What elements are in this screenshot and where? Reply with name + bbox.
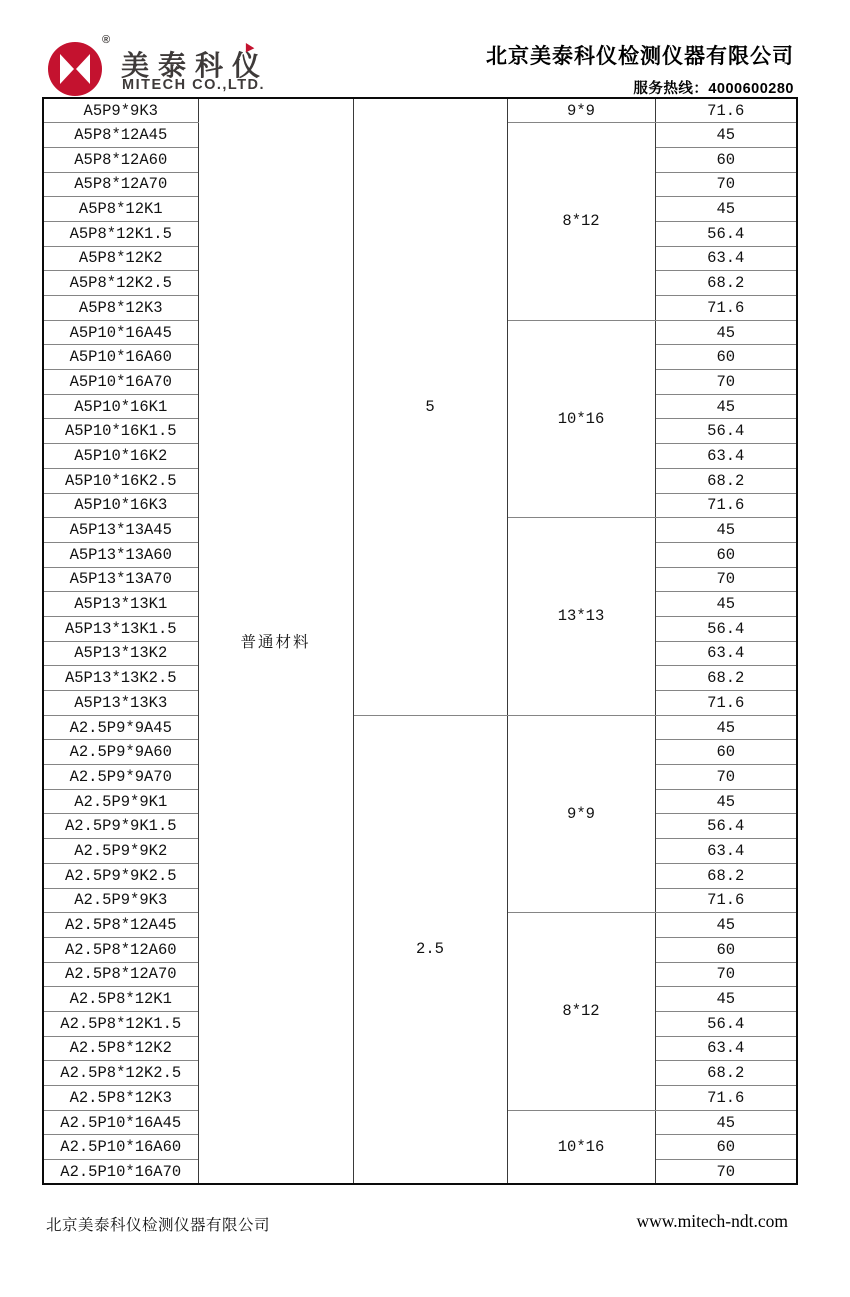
model-cell: A5P8*12K2 <box>43 246 198 271</box>
value-cell: 45 <box>655 715 797 740</box>
value-cell: 45 <box>655 592 797 617</box>
value-cell: 70 <box>655 370 797 395</box>
probe-spec-table <box>42 97 798 1185</box>
model-cell: A2.5P9*9K2.5 <box>43 863 198 888</box>
value-cell: 60 <box>655 937 797 962</box>
value-cell: 70 <box>655 1160 797 1185</box>
model-cell: A5P13*13K2.5 <box>43 666 198 691</box>
value-cell: 63.4 <box>655 444 797 469</box>
value-cell: 45 <box>655 913 797 938</box>
chip-size-cell: 10*16 <box>507 320 655 518</box>
value-cell: 68.2 <box>655 1061 797 1086</box>
registered-trademark-icon: ® <box>102 34 111 46</box>
value-cell: 71.6 <box>655 888 797 913</box>
value-cell: 60 <box>655 740 797 765</box>
model-cell: A2.5P8*12K1 <box>43 987 198 1012</box>
material-cell: 普通材料 <box>198 98 353 1184</box>
value-cell: 63.4 <box>655 839 797 864</box>
value-cell: 71.6 <box>655 493 797 518</box>
footer-website: www.mitech-ndt.com <box>636 1211 788 1231</box>
model-cell: A2.5P9*9A60 <box>43 740 198 765</box>
value-cell: 70 <box>655 172 797 197</box>
model-cell: A2.5P8*12A45 <box>43 913 198 938</box>
model-cell: A5P13*13A45 <box>43 518 198 543</box>
model-cell: A2.5P10*16A60 <box>43 1135 198 1160</box>
model-cell: A2.5P10*16A45 <box>43 1110 198 1135</box>
value-cell: 56.4 <box>655 1011 797 1036</box>
header-company-block <box>486 40 794 98</box>
model-cell: A5P13*13K1 <box>43 592 198 617</box>
value-cell: 63.4 <box>655 1036 797 1061</box>
value-cell: 63.4 <box>655 246 797 271</box>
model-cell: A5P8*12A60 <box>43 147 198 172</box>
model-cell: A2.5P9*9A70 <box>43 765 198 790</box>
model-cell: A5P9*9K3 <box>43 98 198 123</box>
value-cell: 60 <box>655 1135 797 1160</box>
value-cell: 45 <box>655 123 797 148</box>
model-cell: A5P10*16K2.5 <box>43 468 198 493</box>
model-cell: A2.5P9*9K3 <box>43 888 198 913</box>
model-cell: A5P8*12K1 <box>43 197 198 222</box>
model-cell: A5P13*13K2 <box>43 641 198 666</box>
table-row <box>43 715 797 740</box>
mitech-logo-icon <box>47 41 103 97</box>
model-cell: A5P8*12A70 <box>43 172 198 197</box>
brand-name-cn: 美泰科仪 <box>121 50 270 81</box>
value-cell: 56.4 <box>655 616 797 641</box>
model-cell: A2.5P9*9A45 <box>43 715 198 740</box>
chip-size-cell: 8*12 <box>507 123 655 321</box>
value-cell: 71.6 <box>655 98 797 123</box>
model-cell: A5P13*13A70 <box>43 567 198 592</box>
service-hotline: 服务热线：4000600280 <box>633 81 794 97</box>
model-cell: A5P10*16A70 <box>43 370 198 395</box>
value-cell: 45 <box>655 1110 797 1135</box>
chip-size-cell: 13*13 <box>507 518 655 716</box>
value-cell: 56.4 <box>655 814 797 839</box>
model-cell: A5P8*12A45 <box>43 123 198 148</box>
model-cell: A2.5P9*9K1 <box>43 789 198 814</box>
chip-size-cell: 9*9 <box>507 715 655 913</box>
model-cell: A2.5P8*12K1.5 <box>43 1011 198 1036</box>
value-cell: 71.6 <box>655 296 797 321</box>
value-cell: 45 <box>655 320 797 345</box>
model-cell: A5P10*16A60 <box>43 345 198 370</box>
value-cell: 68.2 <box>655 666 797 691</box>
model-cell: A2.5P8*12K3 <box>43 1086 198 1111</box>
company-name: 北京美泰科仪检测仪器有限公司 <box>486 45 794 68</box>
model-cell: A5P10*16A45 <box>43 320 198 345</box>
probe-frequency-cell: 2.5 <box>353 715 507 1184</box>
value-cell: 68.2 <box>655 468 797 493</box>
model-cell: A2.5P10*16A70 <box>43 1160 198 1185</box>
chip-size-cell: 10*16 <box>507 1110 655 1184</box>
value-cell: 45 <box>655 394 797 419</box>
value-cell: 60 <box>655 147 797 172</box>
value-cell: 70 <box>655 962 797 987</box>
spec-table-container <box>42 97 796 1185</box>
chip-size-cell: 9*9 <box>507 98 655 123</box>
model-cell: A5P13*13K3 <box>43 691 198 716</box>
footer-company: 北京美泰科仪检测仪器有限公司 <box>46 1217 271 1234</box>
value-cell: 45 <box>655 197 797 222</box>
value-cell: 71.6 <box>655 691 797 716</box>
value-cell: 56.4 <box>655 419 797 444</box>
model-cell: A2.5P9*9K2 <box>43 839 198 864</box>
value-cell: 45 <box>655 789 797 814</box>
model-cell: A2.5P8*12A70 <box>43 962 198 987</box>
value-cell: 45 <box>655 987 797 1012</box>
value-cell: 63.4 <box>655 641 797 666</box>
model-cell: A5P10*16K1.5 <box>43 419 198 444</box>
model-cell: A2.5P8*12A60 <box>43 937 198 962</box>
model-cell: A5P10*16K1 <box>43 394 198 419</box>
model-cell: A2.5P9*9K1.5 <box>43 814 198 839</box>
model-cell: A5P13*13A60 <box>43 542 198 567</box>
model-cell: A5P10*16K2 <box>43 444 198 469</box>
value-cell: 45 <box>655 518 797 543</box>
model-cell: A5P8*12K1.5 <box>43 221 198 246</box>
value-cell: 60 <box>655 345 797 370</box>
value-cell: 71.6 <box>655 1086 797 1111</box>
model-cell: A5P8*12K2.5 <box>43 271 198 296</box>
chip-size-cell: 8*12 <box>507 913 655 1111</box>
value-cell: 68.2 <box>655 271 797 296</box>
value-cell: 68.2 <box>655 863 797 888</box>
brand-name-en: MITECH CO.,LTD. <box>122 77 266 93</box>
model-cell: A5P13*13K1.5 <box>43 616 198 641</box>
model-cell: A2.5P8*12K2.5 <box>43 1061 198 1086</box>
value-cell: 60 <box>655 542 797 567</box>
value-cell: 70 <box>655 567 797 592</box>
model-cell: A5P10*16K3 <box>43 493 198 518</box>
probe-frequency-cell: 5 <box>353 98 507 715</box>
model-cell: A2.5P8*12K2 <box>43 1036 198 1061</box>
table-row <box>43 98 797 123</box>
value-cell: 56.4 <box>655 221 797 246</box>
value-cell: 70 <box>655 765 797 790</box>
model-cell: A5P8*12K3 <box>43 296 198 321</box>
